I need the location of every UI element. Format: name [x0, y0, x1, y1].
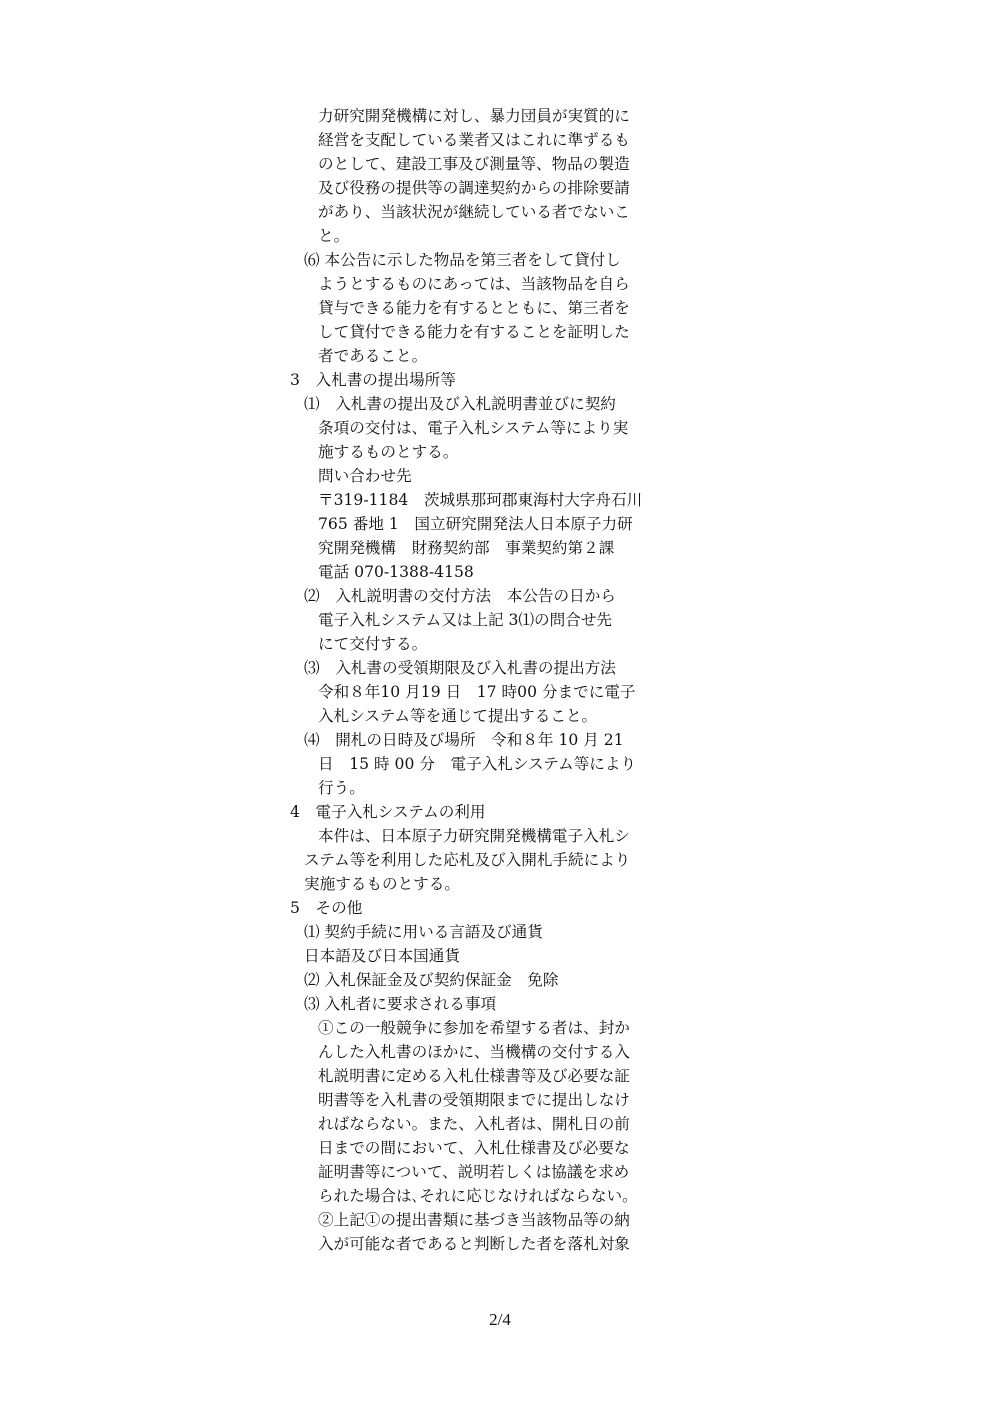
body-line: ようとするものにあっては、当該物品を自ら [318, 275, 630, 293]
body-line: 本件は、日本原子力研究開発機構電子入札シ [318, 827, 630, 845]
body-line: ⑵ 入札説明書の交付方法 本公告の日から [304, 587, 616, 605]
body-line: ⑴ 入札書の提出及び入札説明書並びに契約 [304, 395, 616, 413]
body-line: ⑵ 入札保証金及び契約保証金 免除 [304, 971, 559, 989]
body-line: 究開発機構 財務契約部 事業契約第２課 [318, 539, 615, 557]
body-line: 証明書等について、説明若しくは協議を求め [318, 1163, 630, 1181]
body-line: 日までの間において、入札仕様書及び必要な [318, 1139, 630, 1157]
section-heading: 3 入札書の提出場所等 [290, 371, 456, 389]
body-line: 行う。 [318, 779, 365, 797]
body-line: 施するものとする。 [318, 443, 459, 461]
body-line: 者であること。 [318, 347, 428, 365]
body-line: 〒319-1184 茨城県那珂郡東海村大字舟石川 [318, 491, 643, 509]
body-line: 札説明書に定める入札仕様書等及び必要な証 [318, 1067, 630, 1085]
body-line: 力研究開発機構に対し、暴力団員が実質的に [318, 107, 630, 125]
section-heading: 5 その他 [290, 899, 363, 917]
body-line: 貸与できる能力を有するとともに、第三者を [318, 299, 630, 317]
body-line: ⑹ 本公告に示した物品を第三者をして貸付し [304, 251, 621, 269]
body-line: られた場合は､それに応じなければならない。 [318, 1187, 638, 1205]
body-line: ⑶ 入札者に要求される事項 [304, 995, 497, 1013]
body-line: んした入札書のほかに、当機構の交付する入 [318, 1043, 630, 1061]
body-line: ①この一般競争に参加を希望する者は、封か [318, 1019, 630, 1037]
body-line: 入札システム等を通じて提出すること。 [318, 707, 598, 725]
body-line: して貸付できる能力を有することを証明した [318, 323, 630, 341]
body-line: 明書等を入札書の受領期限までに提出しなけ [318, 1091, 630, 1109]
body-line: 令和８年10 月19 日 17 時00 分までに電子 [318, 683, 636, 701]
section-heading: 4 電子入札システムの利用 [290, 803, 486, 821]
body-line: ⑷ 開札の日時及び場所 令和８年 10 月 21 [304, 731, 624, 749]
body-line: のとして、建設工事及び測量等、物品の製造 [318, 155, 630, 173]
body-line: ②上記①の提出書類に基づき当該物品等の納 [318, 1211, 630, 1229]
body-line: ステム等を利用した応札及び入開札手続により [304, 851, 631, 869]
body-line: があり、当該状況が継続している者でないこ [318, 203, 630, 221]
body-line: 実施するものとする。 [304, 875, 460, 893]
body-line: 765 番地 1 国立研究開発法人日本原子力研 [318, 515, 633, 533]
body-line: 日本語及び日本国通貨 [304, 947, 460, 965]
body-line: ればならない。また、入札者は、開札日の前 [318, 1115, 630, 1133]
body-line: 電話 070-1388-4158 [318, 563, 474, 581]
body-line: 日 15 時 00 分 電子入札システム等により [318, 755, 637, 773]
body-line: 経営を支配している業者又はこれに準ずるも [318, 131, 630, 149]
body-line: 電子入札システム又は上記 3⑴の問合せ先 [318, 611, 613, 629]
body-line: 問い合わせ先 [318, 467, 412, 485]
body-line: と。 [318, 227, 350, 245]
body-line: 及び役務の提供等の調達契約からの排除要請 [318, 179, 630, 197]
body-line: 入が可能な者であると判断した者を落札対象 [318, 1235, 630, 1253]
body-line: 条項の交付は、電子入札システム等により実 [318, 419, 629, 437]
body-line: にて交付する。 [318, 635, 428, 653]
body-line: ⑶ 入札書の受領期限及び入札書の提出方法 [304, 659, 616, 677]
page-number: 2/4 [489, 1310, 511, 1329]
body-line: ⑴ 契約手続に用いる言語及び通貨 [304, 923, 543, 941]
